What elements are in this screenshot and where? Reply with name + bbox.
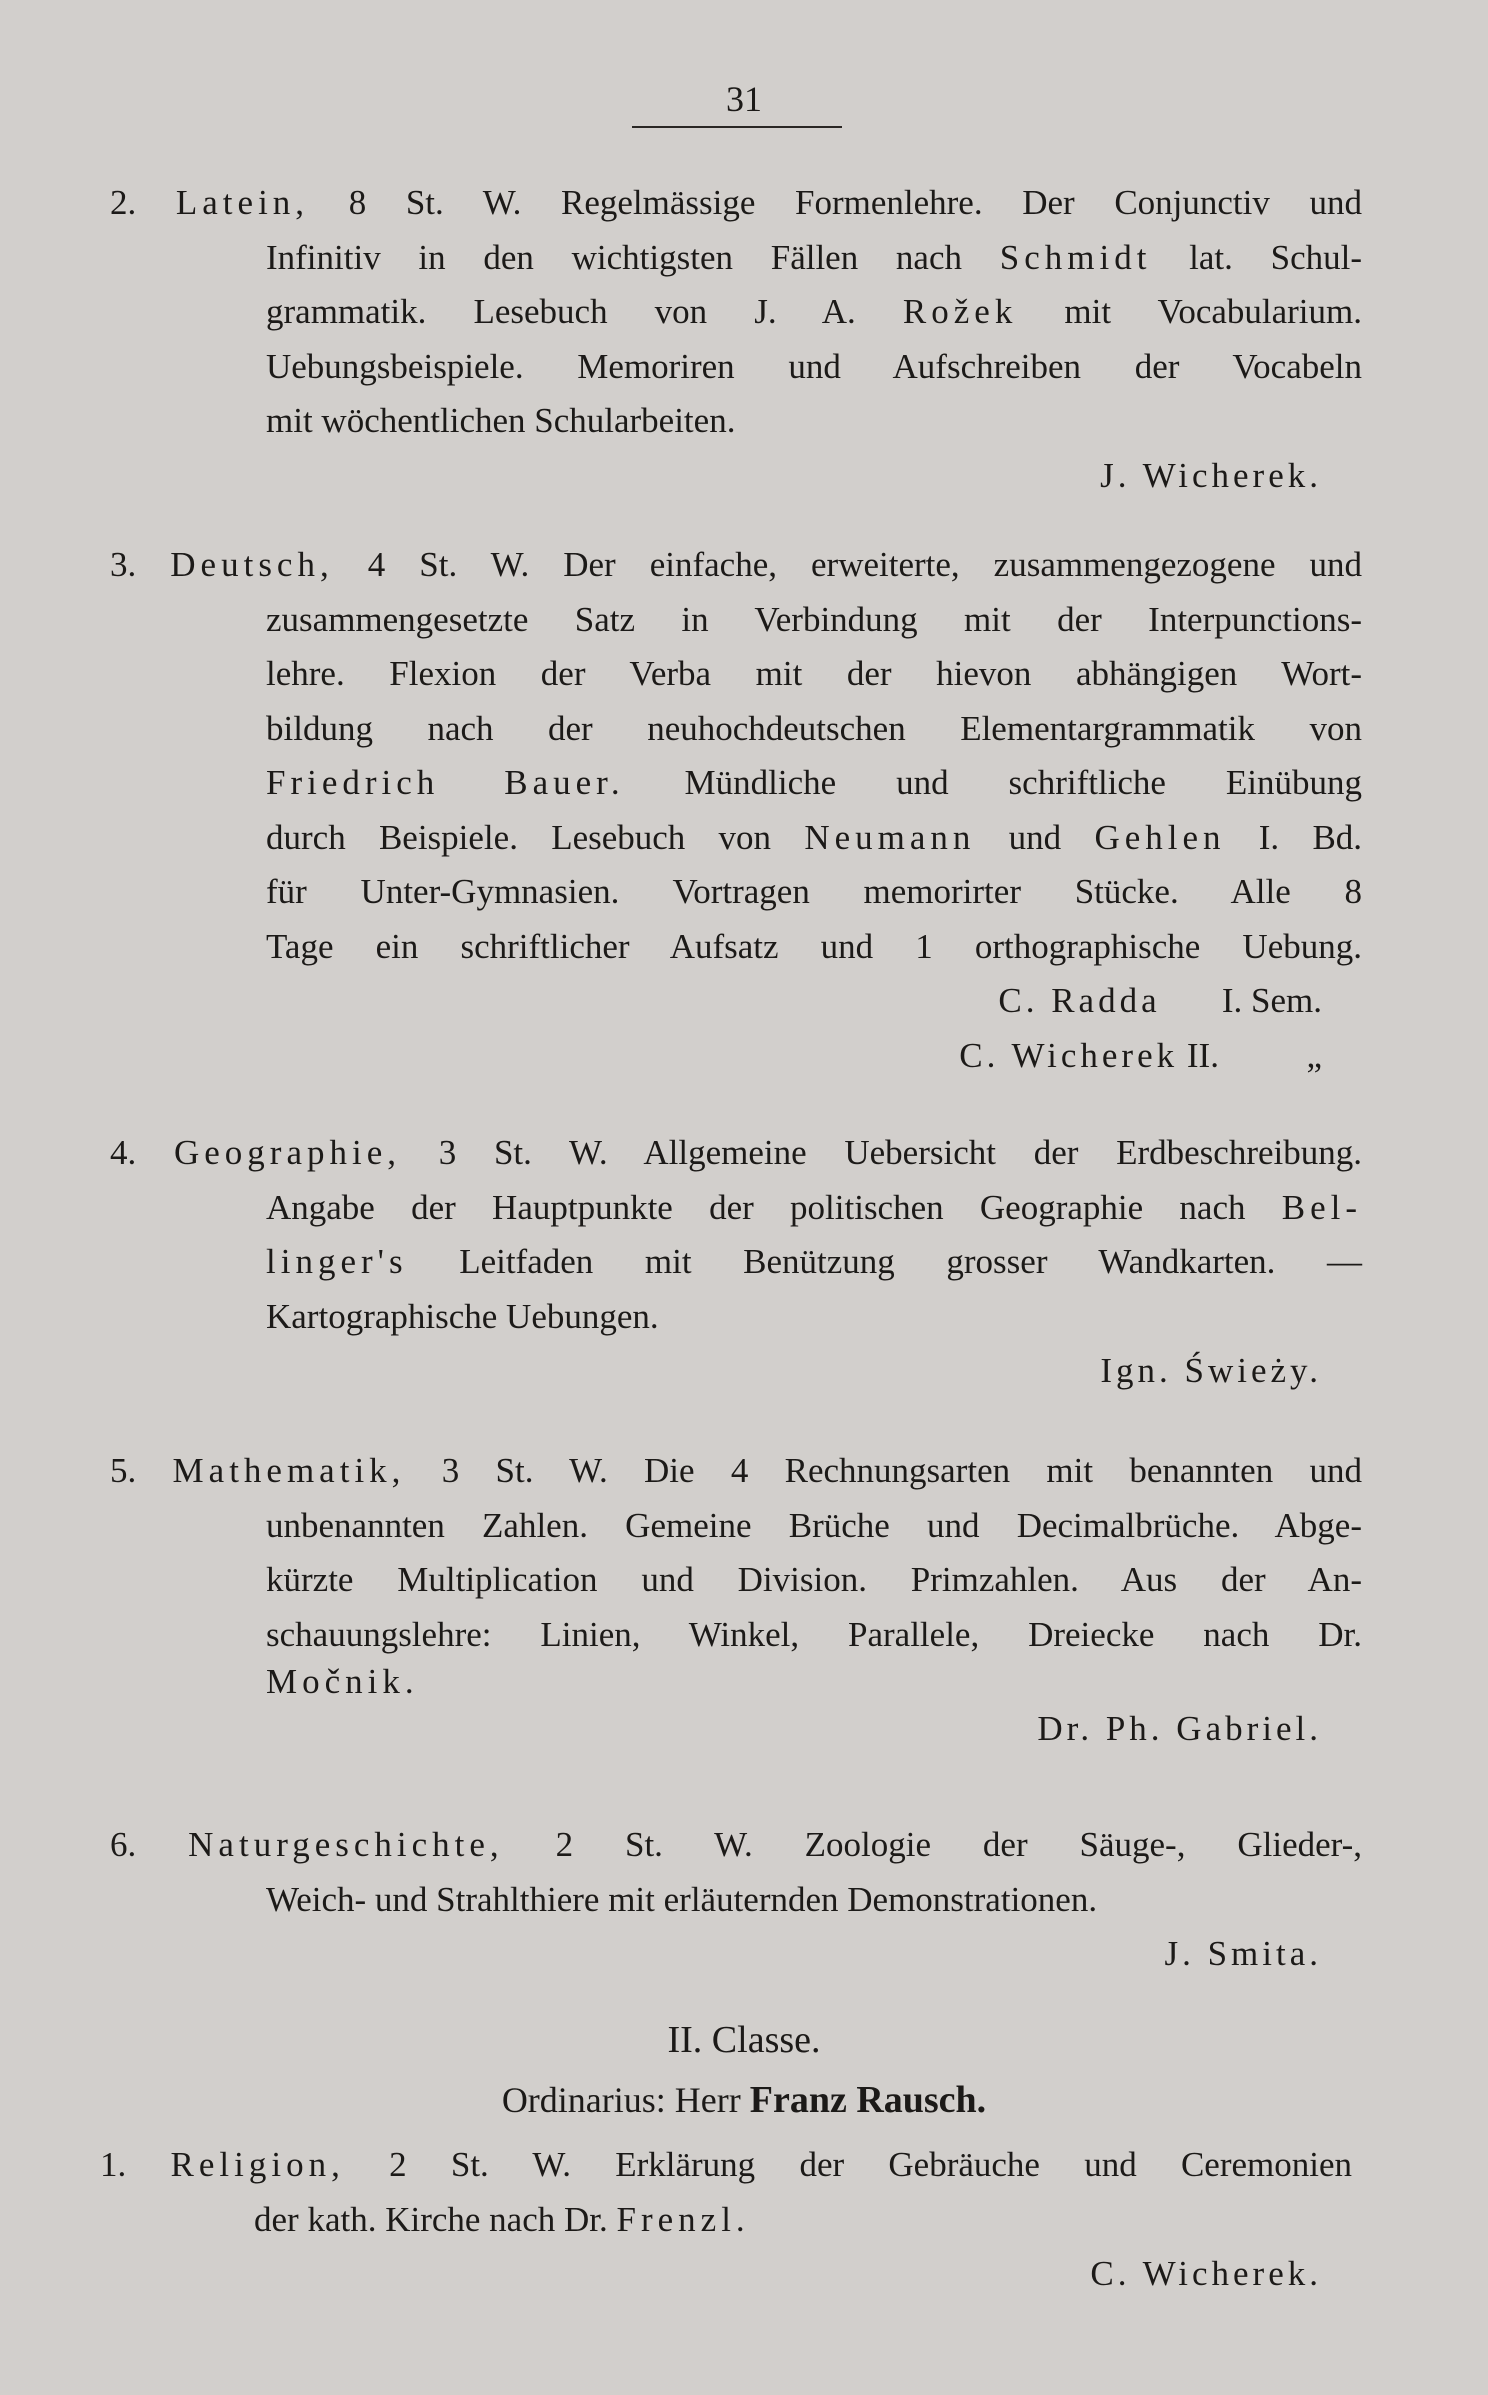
- ordinarius-line: Ordinarius: Herr Franz Rausch.: [501, 2079, 987, 2121]
- teacher-signature: C. Radda I. Sem.: [998, 981, 1322, 1020]
- header-rule: [632, 126, 842, 128]
- subject-naturgeschichte: Naturgeschichte,: [188, 1825, 504, 1864]
- subject-mathematik: Mathematik,: [172, 1451, 406, 1490]
- teacher-signature: Ign. Świeży.: [1100, 1351, 1322, 1390]
- teacher-signature: J. Wicherek.: [1100, 455, 1322, 495]
- subject-religion: Religion,: [170, 2145, 345, 2184]
- entry-religion: 1. Religion, 2 St. W. Erklärung der Gebräuche und Ceremonien der kath. Kirche nach Dr. Frenzl. C. Wicherek.: [100, 2138, 1352, 2302]
- entry-geographie: 4. Geographie, 3 St. W. Allgemeine Uebersicht der Erdbeschreibung. Angabe der Hauptpunkte der politischen Geographie nach Bel- linger's Leitfaden mit Benützung grosser Wandkarten. — Kartographische Uebungen. Ign. Świeży.: [110, 1126, 1362, 1399]
- entry-naturgeschichte: 6. Naturgeschichte, 2 St. W. Zoologie der Säuge-, Glieder-, Weich- und Strahlthiere mit erläuternden Demonstrationen. J. Smita.: [110, 1818, 1362, 1982]
- subject-geographie: Geographie,: [173, 1133, 401, 1172]
- class-heading: II. Classe.: [667, 2019, 821, 2061]
- subject-deutsch: Deutsch,: [170, 545, 334, 584]
- subject-latein: Latein,: [175, 183, 310, 222]
- teacher-signature: J. Smita.: [1164, 1934, 1322, 1973]
- teacher-signature: C. Wicherek.: [1090, 2254, 1322, 2293]
- teacher-signature: C. Wicherek II. „: [959, 1035, 1322, 1075]
- page-number: 31: [726, 79, 762, 119]
- entry-deutsch: 3. Deutsch, 4 St. W. Der einfache, erweiterte, zusammengezogene und zusammengesetzte Satz in Verbindung mit der Interpunctions- lehre. Flexion der Verba mit der hievon abhängigen Wort- bildung nach der neuhochdeutschen Elementargrammatik von Friedrich Bauer. Mündliche und schriftliche Einübung durch Beispiele. Lesebuch von Neumann und Gehlen I. Bd. für Unter-Gymnasien. Vortragen memorirter Stücke. Alle 8 Tage ein schriftlicher Aufsatz und 1 orthographische Uebung. C. Radda I. Sem. C. Wicherek II. „: [110, 538, 1362, 1083]
- entry-mathematik: 5. Mathematik, 3 St. W. Die 4 Rechnungsarten mit benannten und unbenannten Zahlen. Gemeine Brüche und Decimalbrüche. Abge- kürzte Multiplication und Division. Primzahlen. Aus der An- schauungslehre: Linien, Winkel, Parallele, Dreiecke nach Dr. Močnik. Dr. Ph. Gabriel.: [110, 1444, 1362, 1757]
- teacher-signature: Dr. Ph. Gabriel.: [1037, 1709, 1322, 1748]
- entry-latein: 2. Latein, 8 St. W. Regelmässige Formenlehre. Der Conjunctiv und Infinitiv in den wichtigsten Fällen nach Schmidt lat. Schul- grammatik. Lesebuch von J. A. Rožek mit Vocabularium. Uebungsbeispiele. Memoriren und Aufschreiben der Vocabeln mit wöchentlichen Schularbeiten. J. Wicherek.: [110, 176, 1362, 503]
